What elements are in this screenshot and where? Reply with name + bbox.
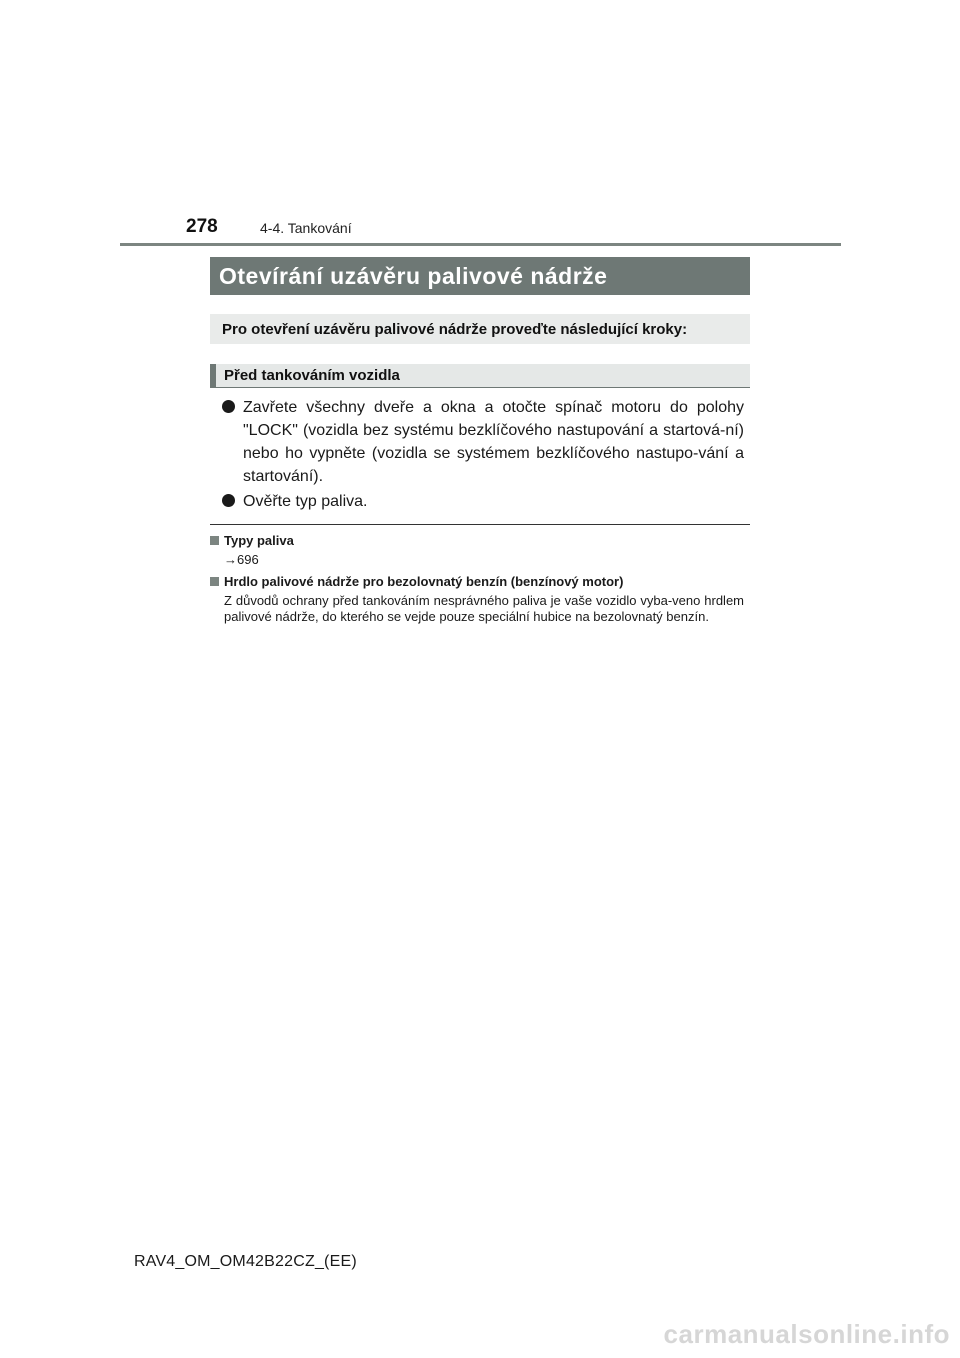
bullet-icon (222, 400, 235, 413)
watermark: carmanualsonline.info (663, 1319, 950, 1349)
subheading-bar (210, 364, 750, 388)
note-title-text: Hrdlo palivové nádrže pro bezolovnatý benzín (benzínový motor) (224, 574, 624, 589)
bullet-icon (222, 494, 235, 507)
bullet-item (222, 396, 744, 488)
subheading: Před tankováním vozidla (224, 367, 400, 384)
page-reference-link[interactable]: →696 (224, 552, 259, 567)
note-title-text: Typy paliva (224, 533, 294, 548)
bullet-item (222, 490, 744, 513)
bullet-text: Zavřete všechny dveře a okna a otočte spínač motoru do polohy "LOCK" (vozidla bez systému bezklíčového nastupování a startová-ní) nebo ho vypněte (vozidla se systémem bezklíčového nastupo-vání a startování). (243, 399, 744, 485)
square-icon (210, 536, 219, 545)
square-icon (210, 577, 219, 586)
notes-divider (210, 524, 750, 525)
header-divider (120, 243, 841, 246)
notes-section (210, 533, 744, 631)
note-filler-neck (210, 574, 744, 625)
intro-box (210, 314, 750, 344)
footer-code: RAV4_OM_OM42B22CZ_(EE) (134, 1253, 357, 1270)
bullet-list (222, 396, 744, 515)
title-bar (210, 257, 750, 295)
section-header: 4-4. Tankování (260, 220, 352, 236)
note-fuel-types (210, 533, 744, 568)
page-number: 278 (186, 216, 218, 237)
page-title: Otevírání uzávěru palivové nádrže (219, 262, 608, 289)
note-body: Z důvodů ochrany před tankováním nesprávného paliva je vaše vozidlo vyba-veno hrdlem palivové nádrže, do kterého se vejde pouze speciální hubice na bezolovnatý benzín. (224, 593, 744, 624)
bullet-text: Ověřte typ paliva. (243, 493, 368, 510)
note-title (210, 533, 744, 549)
intro-text: Pro otevření uzávěru palivové nádrže proveďte následující kroky: (222, 320, 688, 338)
note-title (210, 574, 744, 590)
